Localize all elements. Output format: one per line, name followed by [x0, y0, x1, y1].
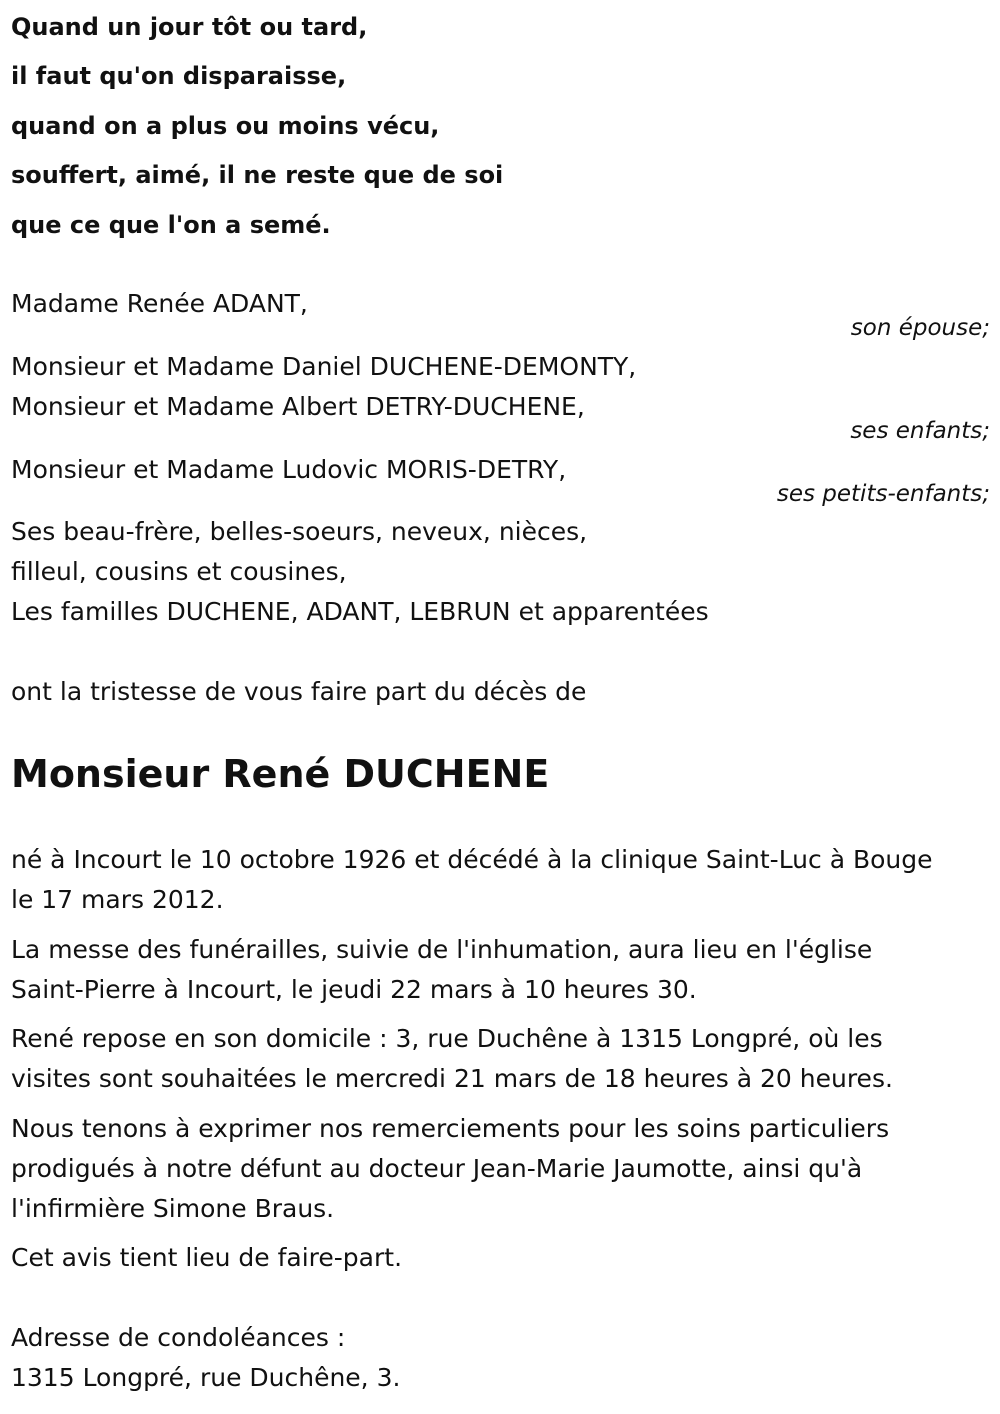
grandchildren-name: Monsieur et Madame Ludovic MORIS-DETRY,: [11, 455, 567, 484]
other-family-line-1: Ses beau-frère, belles-soeurs, neveux, nièces,: [11, 517, 588, 546]
child-line-1: Monsieur et Madame Daniel DUCHENE-DEMONTY,: [11, 352, 637, 381]
thanks-line-2: prodigués à notre défunt au docteur Jean-Marie Jaumotte, ainsi qu'à: [11, 1154, 863, 1183]
grandchildren-relation: ses petits-enfants;: [776, 481, 990, 507]
poem-line-1: Quand un jour tôt ou tard,: [11, 13, 368, 41]
announcement-text: ont la tristesse de vous faire part du décès de: [11, 677, 587, 706]
poem-line-4: souffert, aimé, il ne reste que de soi: [11, 161, 504, 189]
children-relation: ses enfants;: [850, 418, 990, 444]
spouse-name: Madame Renée ADANT,: [11, 289, 308, 318]
funeral-line-1: La messe des funérailles, suivie de l'inhumation, aura lieu en l'église: [11, 935, 873, 964]
child-line-2: Monsieur et Madame Albert DETRY-DUCHENE,: [11, 392, 585, 421]
condolences-address: 1315 Longpré, rue Duchêne, 3.: [11, 1363, 401, 1392]
repose-line-1: René repose en son domicile : 3, rue Duchêne à 1315 Longpré, où les: [11, 1024, 883, 1053]
repose-line-2: visites sont souhaitées le mercredi 21 mars de 18 heures à 20 heures.: [11, 1064, 893, 1093]
other-family-line-3: Les familles DUCHENE, ADANT, LEBRUN et apparentées: [11, 597, 709, 626]
birth-death-line-2: le 17 mars 2012.: [11, 885, 224, 914]
spouse-relation: son épouse;: [850, 315, 990, 341]
poem-line-2: il faut qu'on disparaisse,: [11, 62, 347, 90]
notice-text: Cet avis tient lieu de faire-part.: [11, 1243, 403, 1272]
deceased-name: Monsieur René DUCHENE: [11, 752, 550, 796]
thanks-line-1: Nous tenons à exprimer nos remerciements pour les soins particuliers: [11, 1114, 890, 1143]
poem-line-3: quand on a plus ou moins vécu,: [11, 112, 440, 140]
birth-death-line-1: né à Incourt le 10 octobre 1926 et décédé à la clinique Saint-Luc à Bouge: [11, 845, 933, 874]
condolences-label: Adresse de condoléances :: [11, 1323, 346, 1352]
poem-line-5: que ce que l'on a semé.: [11, 211, 331, 239]
thanks-line-3: l'infirmière Simone Braus.: [11, 1194, 335, 1223]
funeral-line-2: Saint-Pierre à Incourt, le jeudi 22 mars à 10 heures 30.: [11, 975, 697, 1004]
other-family-line-2: filleul, cousins et cousines,: [11, 557, 347, 586]
